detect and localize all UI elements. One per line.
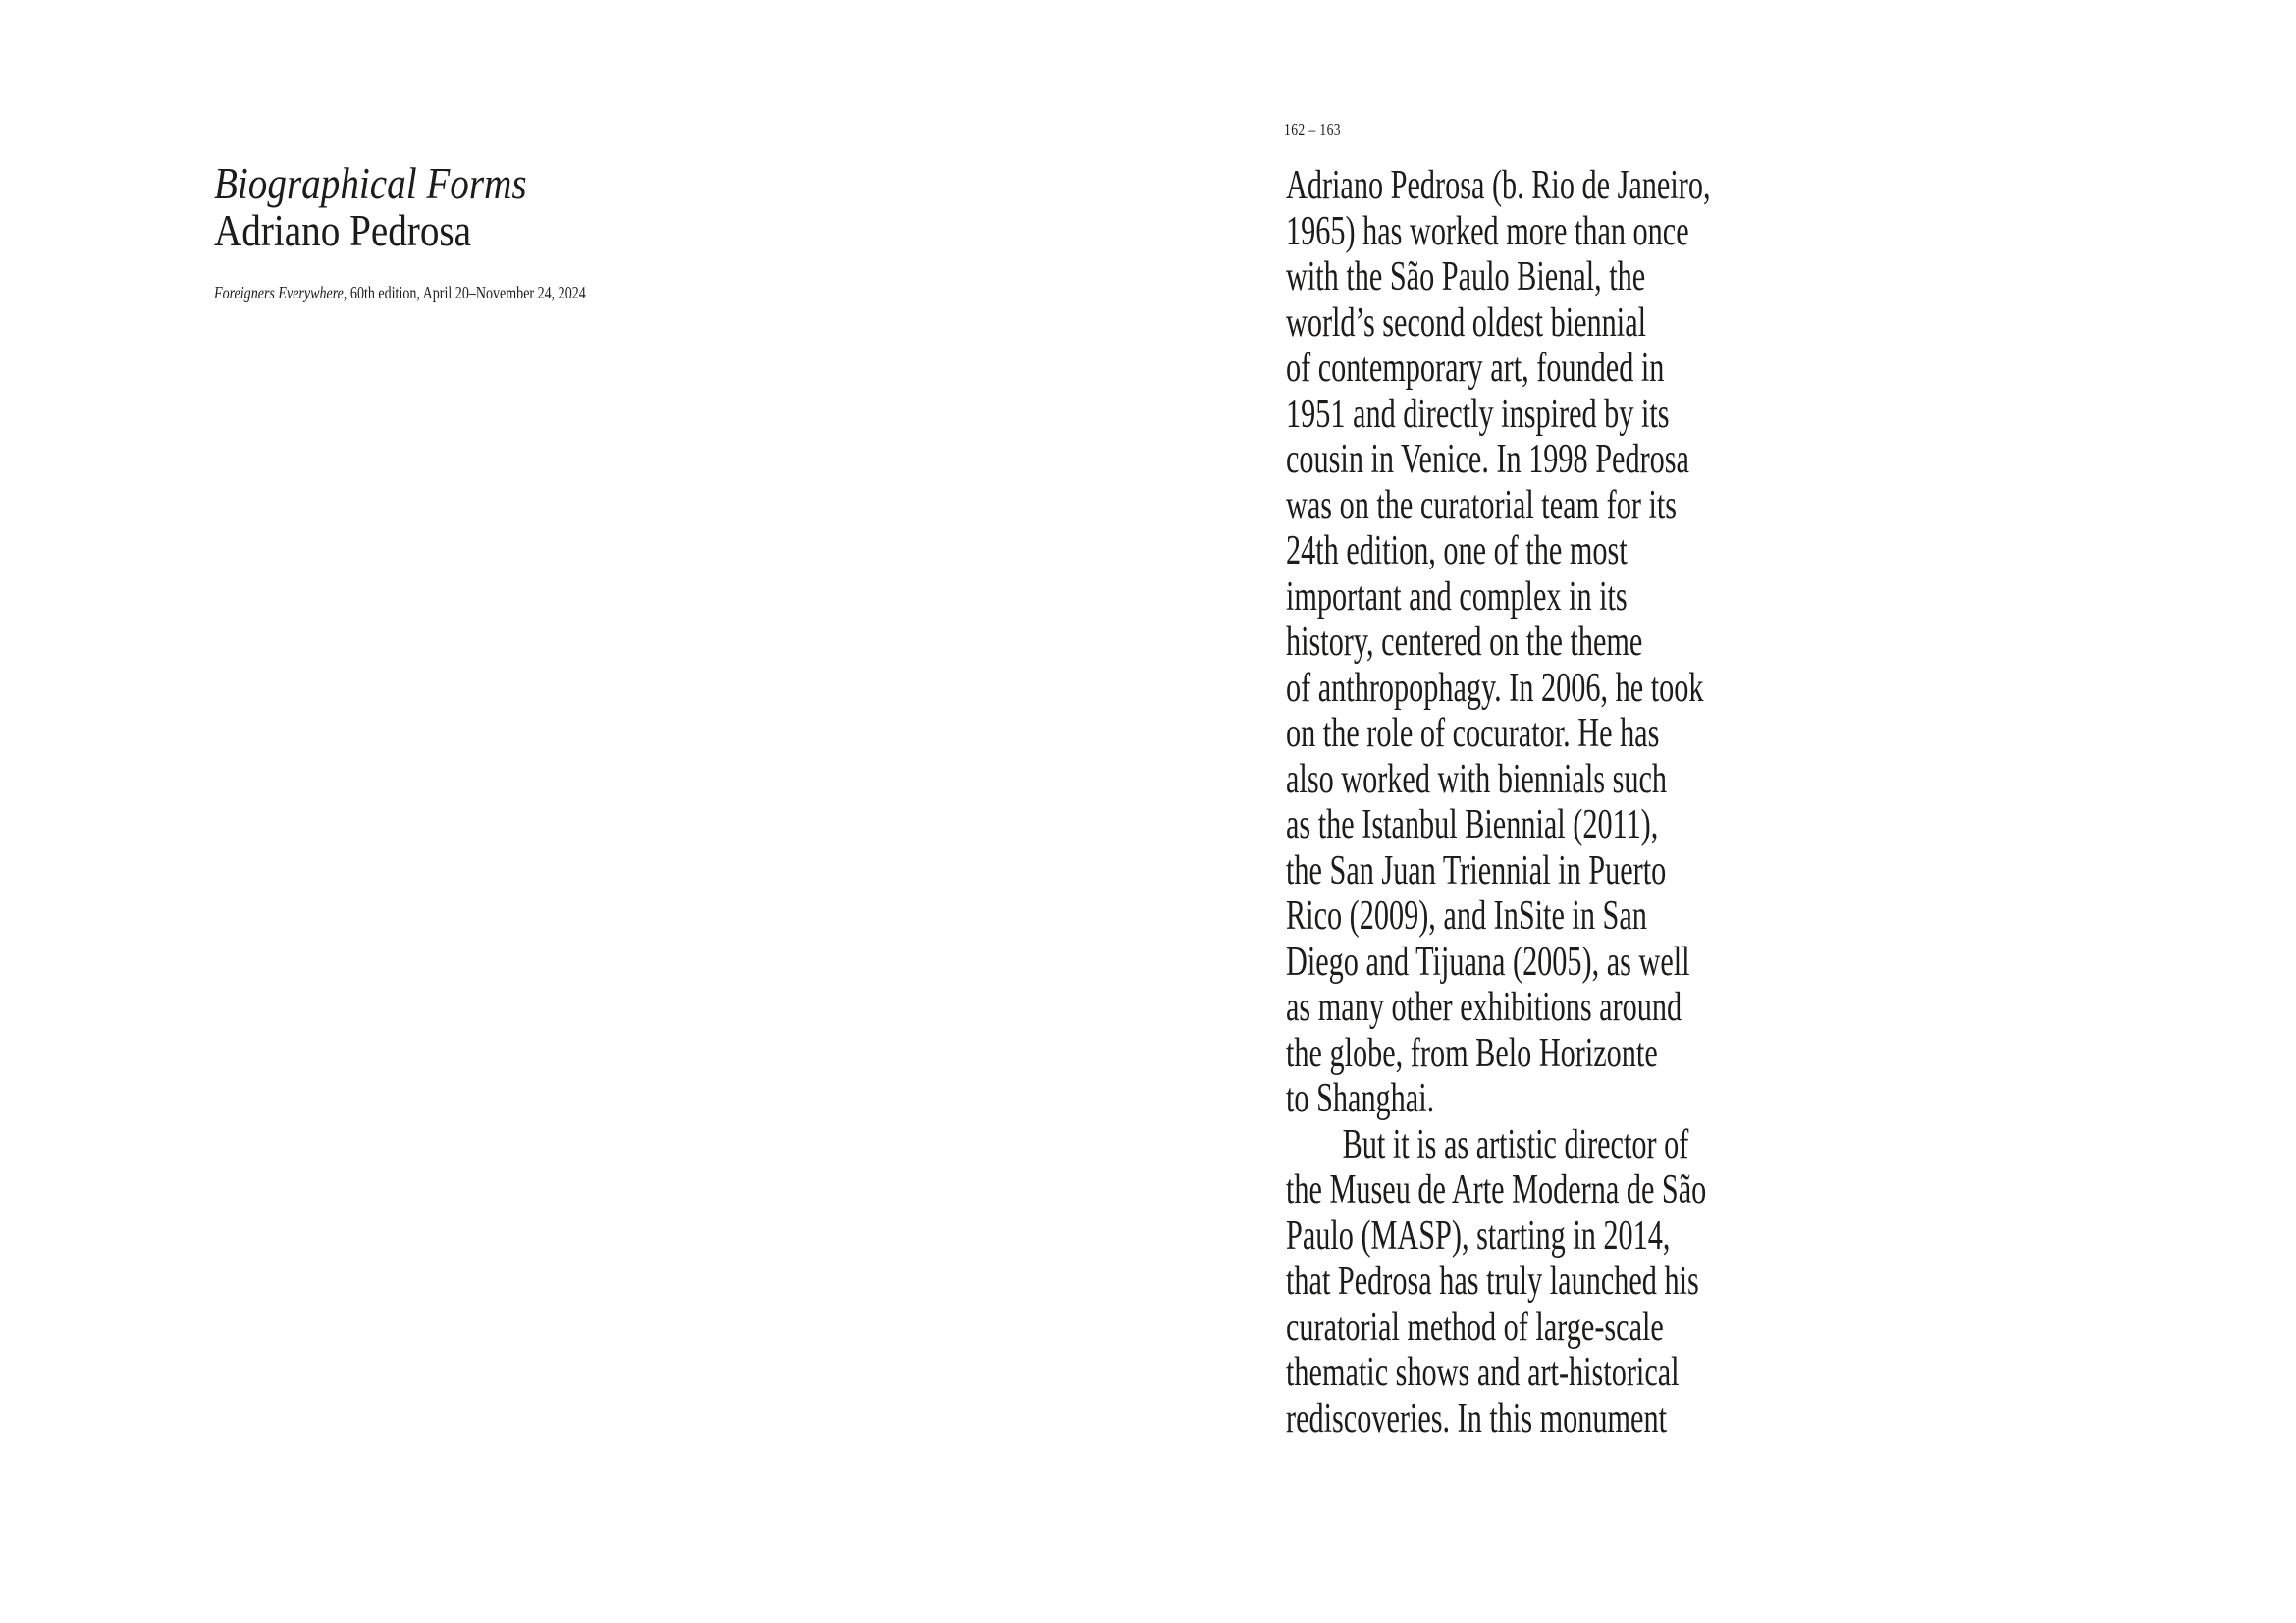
body-line: rediscoveries. In this monument — [1286, 1395, 1668, 1441]
body-line: history, centered on the theme — [1286, 620, 1643, 665]
body-line: that Pedrosa has truly launched his — [1286, 1259, 1699, 1304]
exhibition-title: Foreigners Everywhere — [214, 283, 344, 302]
body-line: also worked with biennials such — [1286, 756, 1668, 802]
exhibition-details: , 60th edition, April 20–November 24, 2024 — [343, 283, 586, 302]
body-line: Adriano Pedrosa (b. Rio de Janeiro, — [1286, 163, 1711, 208]
exhibition-caption — [214, 282, 586, 303]
body-line: Rico (2009), and InSite in San — [1286, 893, 1647, 939]
body-line: the San Juan Triennial in Puerto — [1286, 847, 1667, 893]
body-line: cousin in Venice. In 1998 Pedrosa — [1286, 437, 1689, 482]
body-line: important and complex in its — [1286, 573, 1628, 620]
body-line: thematic shows and art-historical — [1286, 1350, 1680, 1395]
section-title: Biographical Forms — [214, 159, 527, 208]
body-line: on the role of cocurator. He has — [1286, 711, 1660, 756]
body-line: with the São Paulo Bienal, the — [1286, 254, 1646, 299]
body-line: curatorial method of large-scale — [1286, 1304, 1664, 1350]
body-line: Paulo (MASP), starting in 2014, — [1286, 1213, 1671, 1259]
body-line: was on the curatorial team for its — [1286, 482, 1678, 528]
body-line: as many other exhibitions around — [1286, 985, 1682, 1030]
body-text — [1286, 163, 1711, 1441]
body-line: Diego and Tijuana (2005), as well — [1286, 939, 1690, 985]
body-line: the Museu de Arte Moderna de São — [1286, 1167, 1707, 1213]
body-line: the globe, from Belo Horizonte — [1286, 1030, 1658, 1076]
body-line: world’s second oldest biennial — [1286, 299, 1647, 346]
body-line: But it is as artistic director of — [1342, 1121, 1689, 1167]
body-line: to Shanghai. — [1286, 1076, 1435, 1121]
body-line: 24th edition, one of the most — [1286, 528, 1628, 573]
body-line: 1965) has worked more than once — [1286, 208, 1689, 254]
chapter-title-block — [214, 160, 527, 254]
body-line: of anthropophagy. In 2006, he took — [1286, 665, 1704, 711]
body-line: 1951 and directly inspired by its — [1286, 391, 1670, 437]
page-numbers: 162 – 163 — [1284, 120, 1341, 138]
curator-name: Adriano Pedrosa — [214, 206, 472, 255]
body-line: as the Istanbul Biennial (2011), — [1286, 802, 1659, 847]
body-line: of contemporary art, founded in — [1286, 346, 1665, 391]
